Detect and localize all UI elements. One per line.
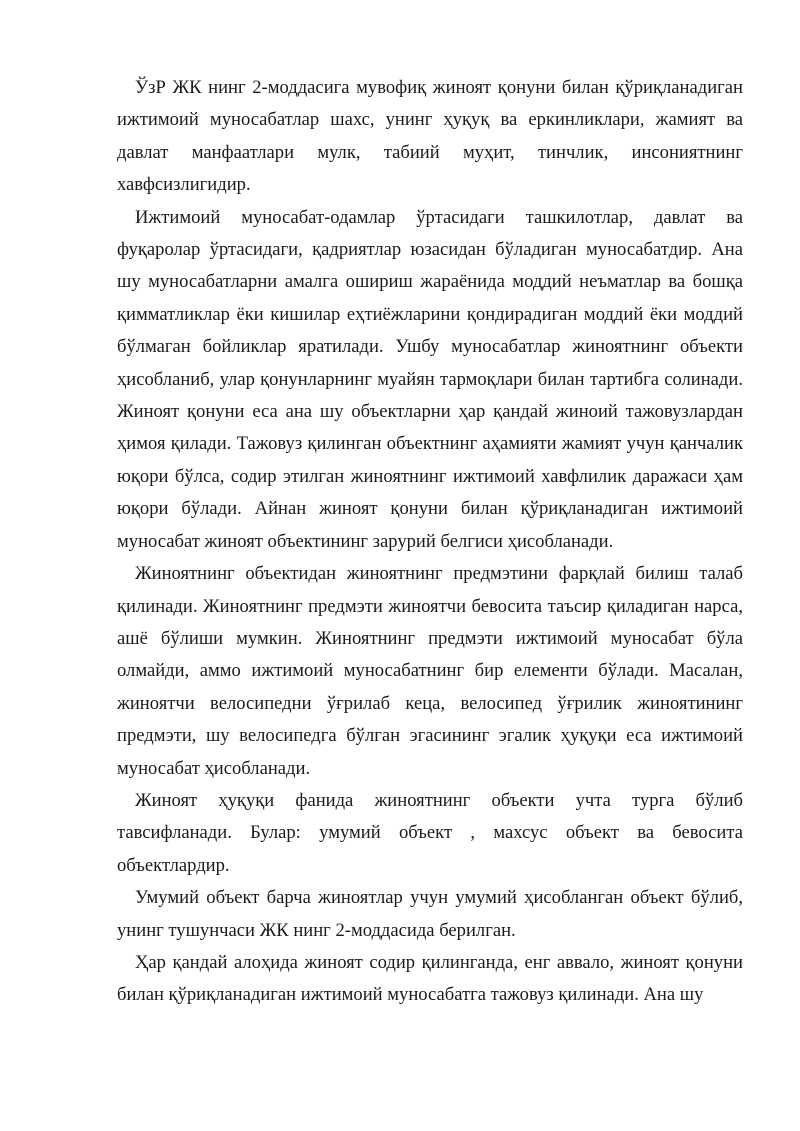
document-body (117, 72, 743, 1012)
paragraph-3: Жиноятнинг объектидан жиноятнинг предмэтини фарқлай билиш талаб қилинади. Жиноятнинг предмэти жиноятчи бевосита таъсир қиладиган нарса, ашё бўлиши мумкин. Жиноятнинг предмэти ижтимоий муносабат бўла олмайди, аммо ижтимоий муносабатнинг бир елементи бўлади. Масалан, жиноятчи велосипедни ўғрилаб кеца, велосипед ўғрилик жиноятининг предмэти, шу велосипедга бўлган эгасининг эгалик ҳуқуқи еса ижтимоий муносабат ҳисобланади. (117, 563, 743, 779)
paragraph-4: Жиноят ҳуқуқи фанида жиноятнинг объекти учта турга бўлиб тавсифланади. Булар: умумий объект , махсус объект ва бевосита объектлардир. (117, 789, 743, 876)
paragraph-1: ЎзР ЖК нинг 2-моддасига мувофиқ жиноят қонуни билан қўриқланадиган ижтимоий муносабатлар шахс, унинг ҳуқуқ ва еркинликлари, жамият ва давлат манфаатлари мулк, табиий муҳит, тинчлик, инсониятнинг хавфсизлигидир. (117, 77, 743, 196)
paragraph-2: Ижтимоий муносабат-одамлар ўртасидаги ташкилотлар, давлат ва фуқаролар ўртасидаги, қадриятлар юзасидан бўладиган муносабатдир. Ана шу муносабатларни амалга ошириш жараёнида моддий неъматлар ва бошқа қимматликлар ёки кишилар еҳтиёжларини қондирадиган моддий ёки моддий бўлмаган бойликлар яратилади. Ушбу муносабатлар жиноятнинг объекти ҳисобланиб, улар қонунларнинг муайян тармоқлари билан тартибга солинади. Жиноят қонуни еса ана шу объектларни ҳар қандай жиноий тажовузлардан ҳимоя қилади. Тажовуз қилинган объектнинг аҳамияти жамият учун қанчалик юқори бўлса, содир этилган жиноятнинг ижтимоий хавфлилик даражаси ҳам юқори бўлади. Айнан жиноят қонуни билан қўриқланадиган ижтимоий муносабат жиноят объектининг зарурий белгиси ҳисобланади. (117, 206, 743, 552)
paragraph-6: Ҳар қандай алоҳида жиноят содир қилинганда, енг аввало, жиноят қонуни билан қўриқланадиган ижтимоий муносабатга тажовуз қилинади. Ана шу (117, 951, 743, 1006)
paragraph-5: Умумий объект барча жиноятлар учун умумий ҳисобланган объект бўлиб, унинг тушунчаси ЖК нинг 2-моддасида берилган. (117, 887, 743, 941)
